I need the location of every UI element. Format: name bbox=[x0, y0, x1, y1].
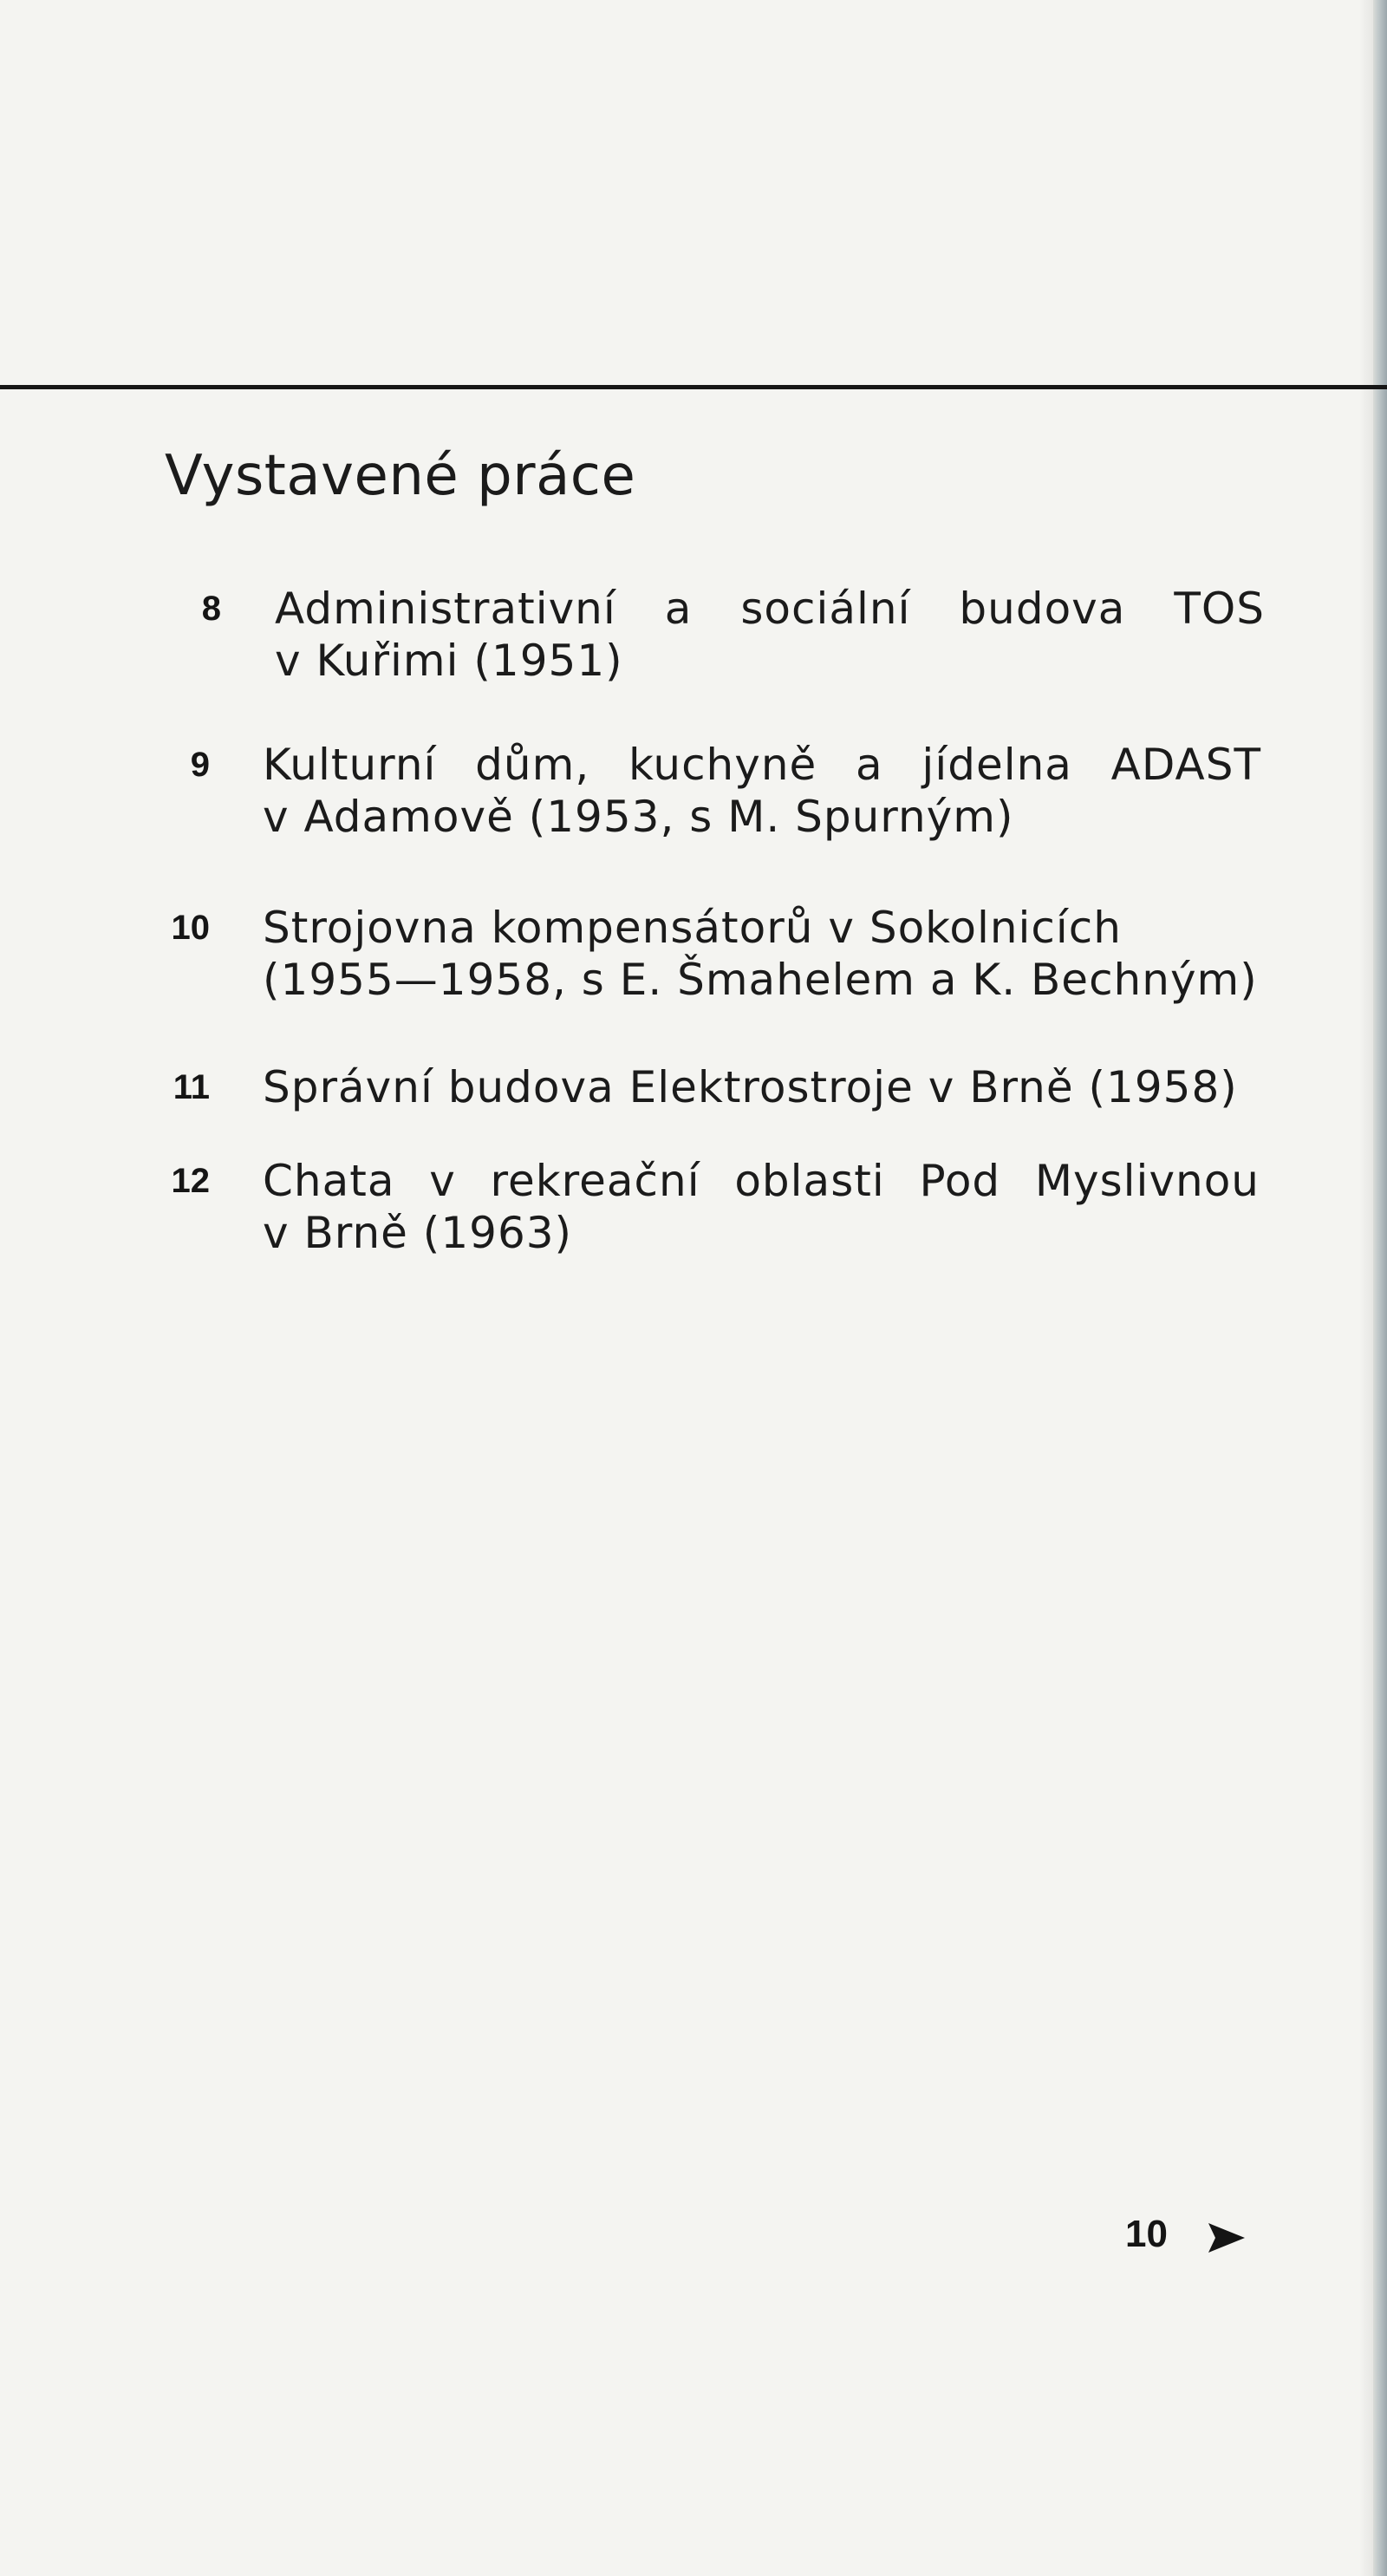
section-heading: Vystavené práce bbox=[165, 444, 636, 508]
work-number: 11 bbox=[173, 1068, 210, 1106]
work-title-line: v Kuřimi (1951) bbox=[275, 636, 623, 686]
work-title-line: (1955—1958, s E. Šmahelem a K. Bechným) bbox=[263, 955, 1258, 1005]
work-number: 9 bbox=[190, 746, 210, 784]
right-triangle-arrow-icon bbox=[1207, 2222, 1247, 2253]
work-title-line: Správní budova Elektrostroje v Brně (1958) bbox=[263, 1062, 1238, 1112]
work-title bbox=[275, 583, 1265, 687]
work-title bbox=[263, 902, 1258, 1006]
work-title-line: Chata v rekreační oblasti Pod Myslivnou bbox=[263, 1156, 1260, 1206]
horizontal-rule bbox=[0, 385, 1387, 389]
work-title-line: v Brně (1963) bbox=[263, 1208, 573, 1258]
page-number: 10 bbox=[1125, 2213, 1168, 2255]
work-title-line: Administrativní a sociální budova TOS bbox=[275, 584, 1265, 634]
work-title bbox=[263, 1155, 1260, 1259]
work-number: 12 bbox=[171, 1162, 210, 1200]
work-title-line: Kulturní dům, kuchyně a jídelna ADAST bbox=[263, 740, 1261, 790]
work-title-line: Strojovna kompensátorů v Sokolnicích bbox=[263, 903, 1122, 953]
work-title bbox=[263, 1061, 1268, 1113]
work-number: 10 bbox=[171, 909, 210, 947]
work-title-line: v Adamově (1953, s M. Spurným) bbox=[263, 792, 1014, 842]
work-title bbox=[263, 739, 1261, 843]
work-number: 8 bbox=[201, 590, 221, 628]
